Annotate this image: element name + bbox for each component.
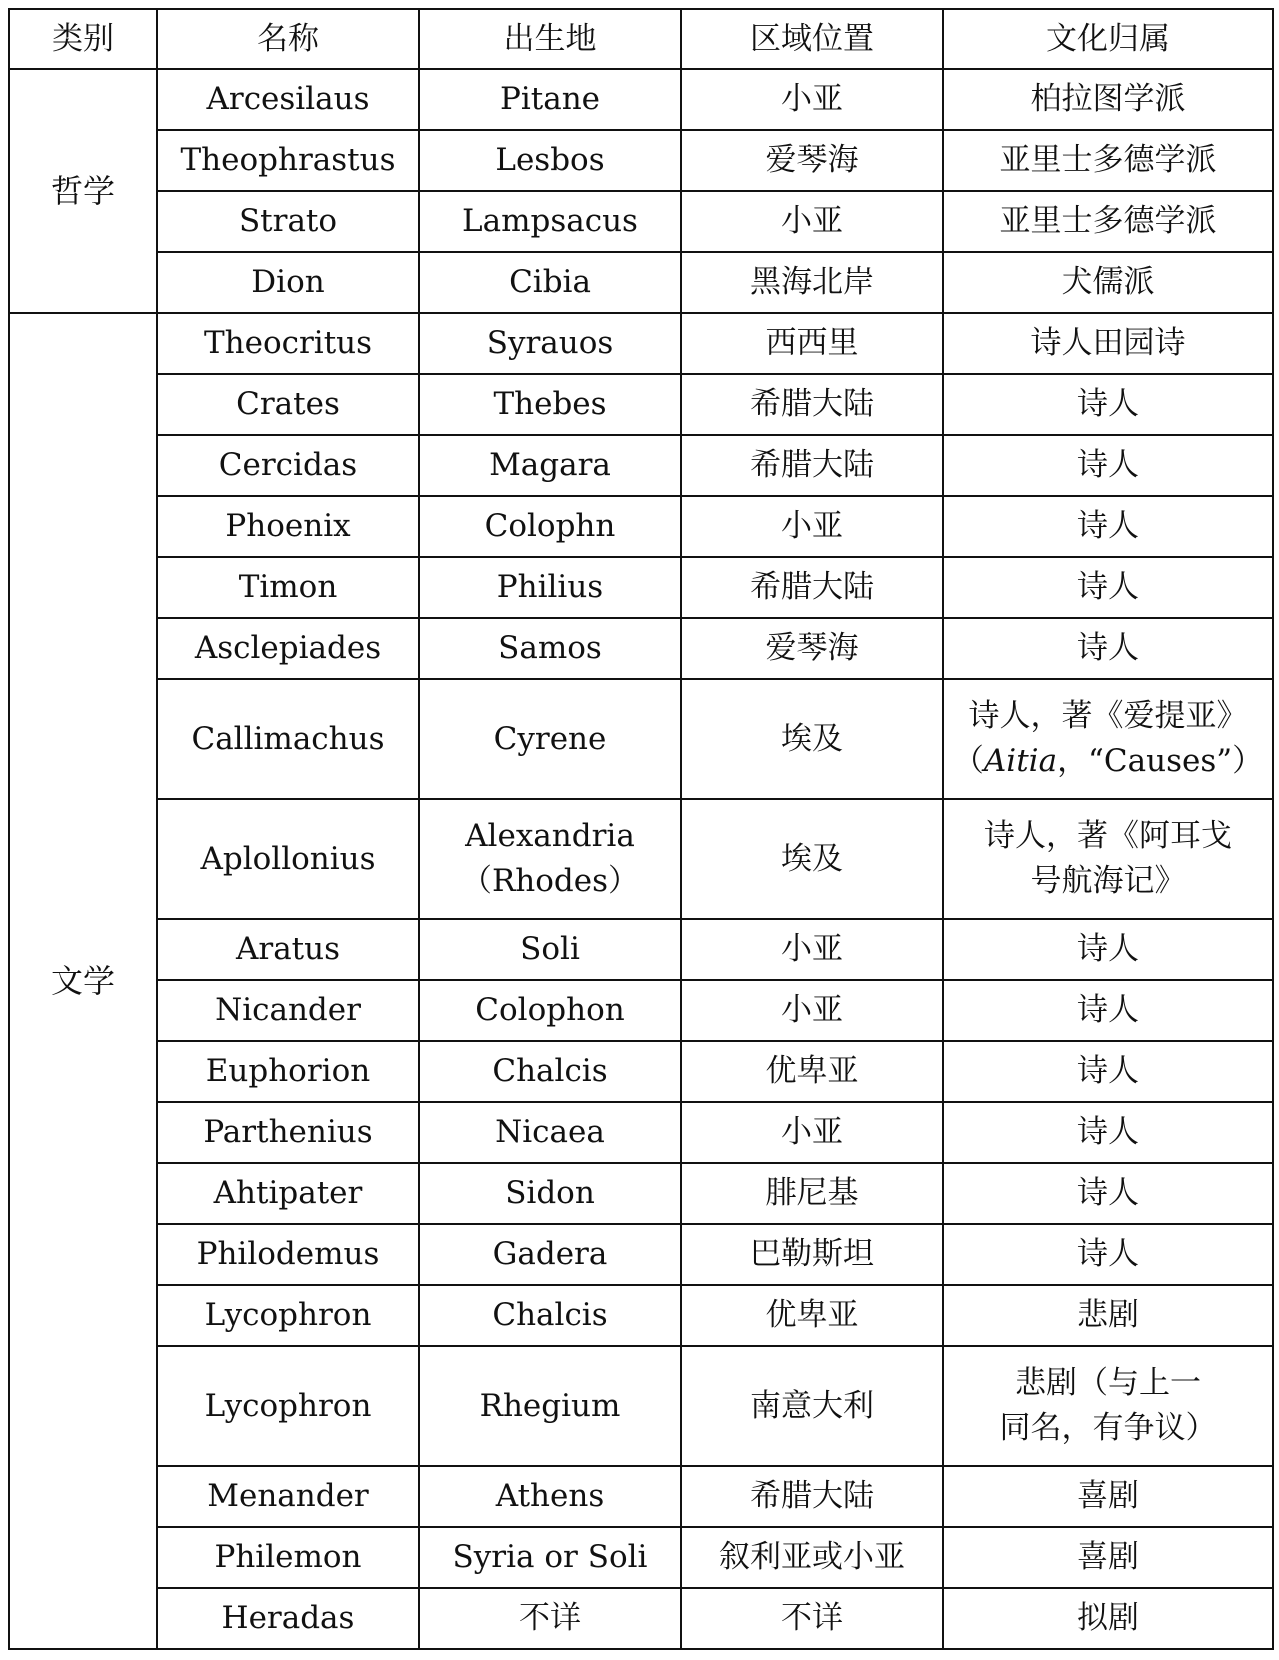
birthplace-cell: Rhegium bbox=[419, 1346, 681, 1466]
hellenistic-scholars-table bbox=[8, 8, 1274, 1650]
name-cell: Cercidas bbox=[157, 435, 419, 496]
affiliation-cell: 诗人 bbox=[943, 618, 1273, 679]
region-cell: 埃及 bbox=[681, 799, 943, 919]
table-container bbox=[8, 8, 1274, 1650]
birthplace-cell: Cibia bbox=[419, 252, 681, 313]
header-region: 区域位置 bbox=[681, 9, 943, 69]
name-cell: Lycophron bbox=[157, 1346, 419, 1466]
category-cell-philosophy: 哲学 bbox=[9, 69, 157, 313]
affiliation-cell: 悲剧 bbox=[943, 1285, 1273, 1346]
table-row bbox=[9, 557, 1273, 618]
affiliation-cell: 亚里士多德学派 bbox=[943, 130, 1273, 191]
table-row bbox=[9, 130, 1273, 191]
birthplace-cell: Cyrene bbox=[419, 679, 681, 799]
birthplace-cell: Thebes bbox=[419, 374, 681, 435]
header-name: 名称 bbox=[157, 9, 419, 69]
header-affiliation: 文化归属 bbox=[943, 9, 1273, 69]
table-row bbox=[9, 374, 1273, 435]
table-row bbox=[9, 799, 1273, 919]
header-birthplace: 出生地 bbox=[419, 9, 681, 69]
name-cell: Phoenix bbox=[157, 496, 419, 557]
category-cell-literature: 文学 bbox=[9, 313, 157, 1649]
region-cell: 叙利亚或小亚 bbox=[681, 1527, 943, 1588]
name-cell: Arcesilaus bbox=[157, 69, 419, 130]
affiliation-cell: 诗人 bbox=[943, 1041, 1273, 1102]
table-row bbox=[9, 496, 1273, 557]
name-cell: Lycophron bbox=[157, 1285, 419, 1346]
birthplace-cell: Colophn bbox=[419, 496, 681, 557]
region-cell: 爱琴海 bbox=[681, 618, 943, 679]
table-row bbox=[9, 313, 1273, 374]
table-row bbox=[9, 1041, 1273, 1102]
birthplace-cell: Lesbos bbox=[419, 130, 681, 191]
name-cell: Theophrastus bbox=[157, 130, 419, 191]
name-cell: Aratus bbox=[157, 919, 419, 980]
birthplace-cell: Chalcis bbox=[419, 1041, 681, 1102]
table-row bbox=[9, 1102, 1273, 1163]
birthplace-cell: Nicaea bbox=[419, 1102, 681, 1163]
table-row bbox=[9, 69, 1273, 130]
name-cell: Aplollonius bbox=[157, 799, 419, 919]
header-row bbox=[9, 9, 1273, 69]
table-row bbox=[9, 1224, 1273, 1285]
name-cell: Menander bbox=[157, 1466, 419, 1527]
affiliation-cell: 诗人 bbox=[943, 980, 1273, 1041]
birthplace-cell: Chalcis bbox=[419, 1285, 681, 1346]
region-cell: 黑海北岸 bbox=[681, 252, 943, 313]
paren-open: （ bbox=[952, 743, 984, 779]
region-cell: 小亚 bbox=[681, 191, 943, 252]
affiliation-cell: 诗人 bbox=[943, 435, 1273, 496]
table-row bbox=[9, 1163, 1273, 1224]
birthplace-cell: Colophon bbox=[419, 980, 681, 1041]
table-row bbox=[9, 1285, 1273, 1346]
affiliation-line: 同名，有争议） bbox=[999, 1410, 1217, 1446]
affiliation-cell: 诗人 bbox=[943, 919, 1273, 980]
table-row bbox=[9, 1527, 1273, 1588]
region-cell: 西西里 bbox=[681, 313, 943, 374]
table-row bbox=[9, 252, 1273, 313]
birthplace-cell: Philius bbox=[419, 557, 681, 618]
region-cell: 南意大利 bbox=[681, 1346, 943, 1466]
table-row bbox=[9, 618, 1273, 679]
table-row bbox=[9, 191, 1273, 252]
birthplace-cell: Syria or Soli bbox=[419, 1527, 681, 1588]
birthplace-cell bbox=[419, 799, 681, 919]
affiliation-cell: 诗人 bbox=[943, 374, 1273, 435]
name-cell: Nicander bbox=[157, 980, 419, 1041]
affiliation-cell: 诗人 bbox=[943, 557, 1273, 618]
affiliation-cell: 诗人 bbox=[943, 1163, 1273, 1224]
region-cell: 腓尼基 bbox=[681, 1163, 943, 1224]
table-row bbox=[9, 1588, 1273, 1649]
name-cell: Crates bbox=[157, 374, 419, 435]
name-cell: Philodemus bbox=[157, 1224, 419, 1285]
birthplace-cell: Syrauos bbox=[419, 313, 681, 374]
region-cell: 优卑亚 bbox=[681, 1041, 943, 1102]
region-cell: 小亚 bbox=[681, 1102, 943, 1163]
region-cell: 巴勒斯坦 bbox=[681, 1224, 943, 1285]
name-cell: Ahtipater bbox=[157, 1163, 419, 1224]
name-cell: Philemon bbox=[157, 1527, 419, 1588]
birthplace-line: Alexandria bbox=[465, 818, 635, 855]
affiliation-line: 诗人，著《爱提亚》 bbox=[968, 698, 1248, 735]
affiliation-cell bbox=[943, 1346, 1273, 1466]
table-row bbox=[9, 435, 1273, 496]
table-row bbox=[9, 1466, 1273, 1527]
birthplace-cell: Soli bbox=[419, 919, 681, 980]
birthplace-cell: Athens bbox=[419, 1466, 681, 1527]
affiliation-cell: 喜剧 bbox=[943, 1466, 1273, 1527]
name-cell: Parthenius bbox=[157, 1102, 419, 1163]
region-cell: 希腊大陆 bbox=[681, 374, 943, 435]
birthplace-cell: Pitane bbox=[419, 69, 681, 130]
region-cell: 埃及 bbox=[681, 679, 943, 799]
name-cell: Callimachus bbox=[157, 679, 419, 799]
region-cell: 小亚 bbox=[681, 919, 943, 980]
table-row bbox=[9, 980, 1273, 1041]
affiliation-cell: 诗人 bbox=[943, 496, 1273, 557]
affiliation-cell: 柏拉图学派 bbox=[943, 69, 1273, 130]
table-row bbox=[9, 919, 1273, 980]
affiliation-cell: 诗人 bbox=[943, 1224, 1273, 1285]
affiliation-cell: 诗人田园诗 bbox=[943, 313, 1273, 374]
table-row bbox=[9, 1346, 1273, 1466]
affiliation-cell bbox=[943, 799, 1273, 919]
region-cell: 小亚 bbox=[681, 69, 943, 130]
affiliation-line: 诗人，著《阿耳戈 bbox=[984, 818, 1232, 855]
name-cell: Timon bbox=[157, 557, 419, 618]
affiliation-cell: 拟剧 bbox=[943, 1588, 1273, 1649]
birthplace-cell: Magara bbox=[419, 435, 681, 496]
name-cell: Euphorion bbox=[157, 1041, 419, 1102]
birthplace-cell: Sidon bbox=[419, 1163, 681, 1224]
birthplace-line: （Rhodes） bbox=[460, 863, 640, 899]
region-cell: 小亚 bbox=[681, 980, 943, 1041]
region-cell: 小亚 bbox=[681, 496, 943, 557]
italic-title: Aitia bbox=[983, 743, 1058, 779]
region-cell: 希腊大陆 bbox=[681, 1466, 943, 1527]
region-cell: 爱琴海 bbox=[681, 130, 943, 191]
region-cell: 希腊大陆 bbox=[681, 557, 943, 618]
region-cell: 不详 bbox=[681, 1588, 943, 1649]
birthplace-cell: Lampsacus bbox=[419, 191, 681, 252]
birthplace-cell: Samos bbox=[419, 618, 681, 679]
affiliation-cell: 诗人 bbox=[943, 1102, 1273, 1163]
table-row bbox=[9, 679, 1273, 799]
birthplace-cell: Gadera bbox=[419, 1224, 681, 1285]
name-cell: Heradas bbox=[157, 1588, 419, 1649]
affiliation-line bbox=[950, 739, 1266, 784]
affiliation-cell: 亚里士多德学派 bbox=[943, 191, 1273, 252]
affiliation-line-rest: ，“Causes”） bbox=[1057, 743, 1264, 779]
region-cell: 优卑亚 bbox=[681, 1285, 943, 1346]
birthplace-cell: 不详 bbox=[419, 1588, 681, 1649]
affiliation-cell: 犬儒派 bbox=[943, 252, 1273, 313]
name-cell: Dion bbox=[157, 252, 419, 313]
region-cell: 希腊大陆 bbox=[681, 435, 943, 496]
affiliation-line: 悲剧（与上一 bbox=[1015, 1365, 1201, 1402]
affiliation-cell bbox=[943, 679, 1273, 799]
header-category: 类别 bbox=[9, 9, 157, 69]
name-cell: Asclepiades bbox=[157, 618, 419, 679]
name-cell: Strato bbox=[157, 191, 419, 252]
affiliation-line: 号航海记》 bbox=[1030, 863, 1186, 899]
affiliation-cell: 喜剧 bbox=[943, 1527, 1273, 1588]
name-cell: Theocritus bbox=[157, 313, 419, 374]
